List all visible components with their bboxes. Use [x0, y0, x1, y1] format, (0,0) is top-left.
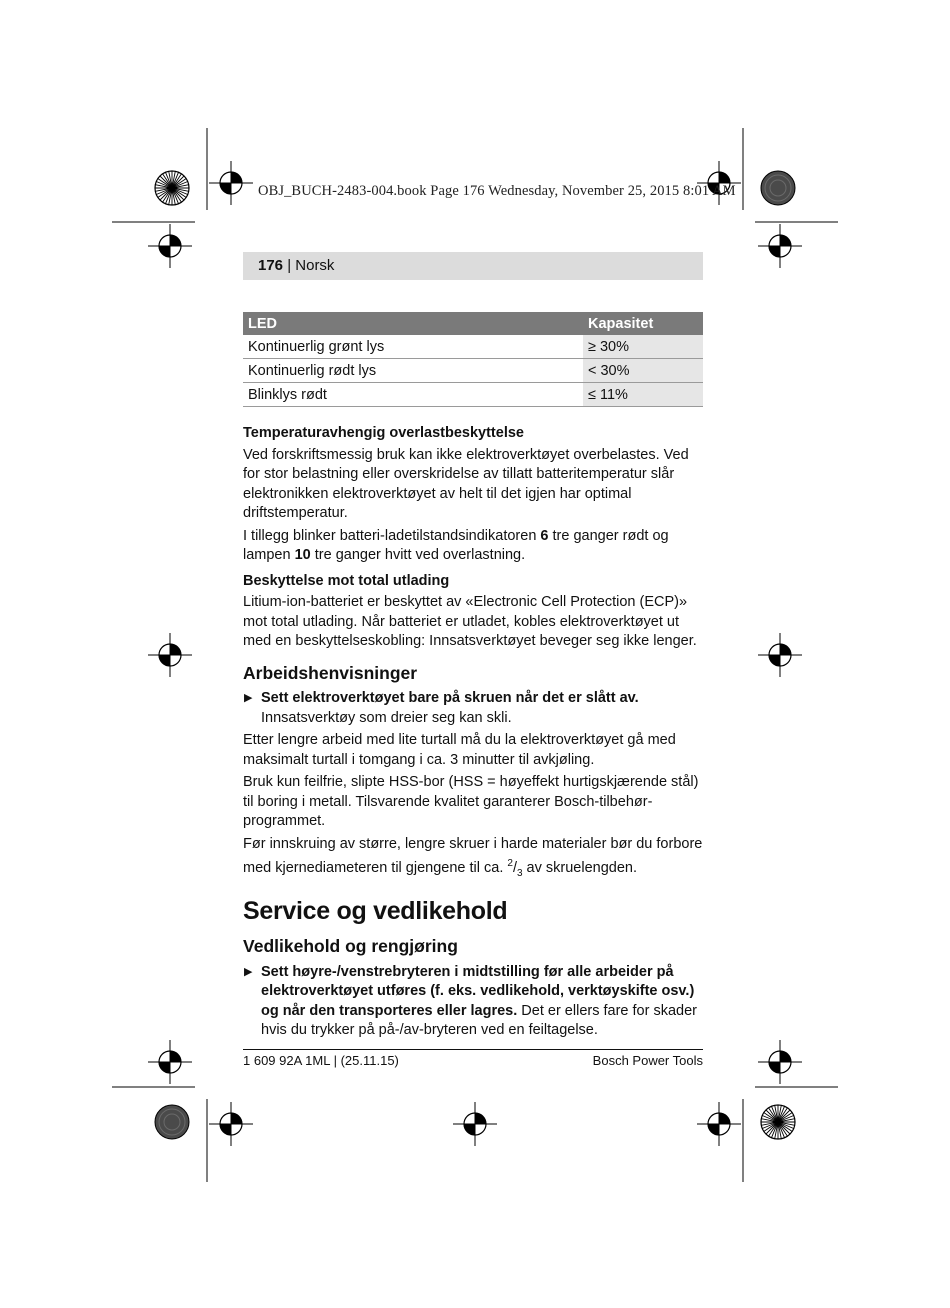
table-row [243, 359, 703, 383]
table-row [243, 335, 703, 359]
bullet-bold-text: Sett høyre-/venstrebryteren i midtstilling før alle arbeider på elektroverktøyet utføres (f. eks. vedlikehold, verktøyskifte osv.) og når den transporteres eller lagres. [261, 963, 695, 1019]
table-cell: ≥ 30% [583, 335, 703, 359]
footer-doc-id: 1 609 92A 1ML | (25.11.15) [243, 1053, 399, 1068]
overload-paragraph-2 [243, 527, 703, 566]
maintenance-bullet [243, 963, 703, 1041]
text-run: Før innskruing av større, lengre skruer i harde materialer bør du forbore med kjernediameteren til gjengene til ca. [243, 835, 703, 876]
discharge-heading: Beskyttelse mot total utlading [243, 572, 450, 589]
work-paragraph-3 [243, 835, 703, 884]
table-row [243, 383, 703, 407]
text-run: I tillegg blinker batteri-ladetilstandsindikatoren [243, 527, 541, 544]
fraction-numerator: 2 [507, 858, 513, 869]
work-bullet [243, 689, 703, 728]
page-number: 176 [258, 257, 284, 274]
work-paragraph-2: Bruk kun feilfrie, slipte HSS-bor (HSS = høyeffekt hurtigskjærende stål) til boring i metall. Tilsvarende kvalitet garanterer Bosch-tilbehør-programmet. [243, 774, 699, 829]
header-separator: | [283, 257, 296, 274]
maintenance-heading: Vedlikehold og rengjøring [243, 936, 458, 956]
page-header [243, 252, 703, 280]
discharge-paragraph: Litium-ion-batteriet er beskyttet av «Electronic Cell Protection (ECP)» mot total utlading. Når batteriet er utladet, kobles elektroverktøyet ut med en beskyttelseskobling: Innsatsverktøyet beveger seg ikke lenger. [243, 594, 697, 649]
text-run: tre ganger rødt og lampen [243, 527, 669, 563]
bullet-arrow-icon: ▶ [244, 965, 253, 978]
page-language: Norsk [295, 257, 335, 274]
column-header-led: LED [243, 312, 583, 335]
bullet-text: Innsatsverktøy som dreier seg kan skli. [261, 709, 512, 726]
table-cell: Blinklys rødt [243, 383, 583, 407]
fraction-slash: / [512, 860, 517, 876]
reference-number: 6 [540, 527, 549, 544]
table-cell: ≤ 11% [583, 383, 703, 407]
main-content [243, 418, 703, 1044]
service-heading: Service og vedlikehold [243, 896, 508, 925]
fraction-denominator: 3 [516, 868, 523, 879]
table-cell: Kontinuerlig grønt lys [243, 335, 583, 359]
bullet-text: Det er ellers fare for skader hvis du trykker på på-/av-bryteren ved en feiltagelse. [261, 1002, 697, 1038]
overload-heading: Temperaturavhengig overlastbeskyttelse [243, 425, 524, 441]
text-run: tre ganger hvitt ved overlastning. [310, 547, 526, 563]
work-heading: Arbeidshenvisninger [243, 662, 418, 683]
bullet-arrow-icon: ▶ [244, 692, 253, 704]
bullet-bold-text: Sett elektroverktøyet bare på skruen når det er slått av. [261, 690, 639, 706]
footer-brand: Bosch Power Tools [592, 1053, 703, 1068]
reference-number: 10 [294, 547, 311, 563]
overload-paragraph-1: Ved forskriftsmessig bruk kan ikke elektroverktøyet overbelastes. Ved for stor belastning eller overskridelse av tillatt batteritemperatur slår elektronikken elektroverktøyet av helt til det igjen har optimal driftstemperatur. [243, 446, 689, 521]
slug-line: OBJ_BUCH-2483-004.book Page 176 Wednesday, November 25, 2015 8:01 AM [258, 183, 736, 199]
work-paragraph-1: Etter lengre arbeid med lite turtall må du la elektroverktøyet gå med maksimalt turtall i tomgang i ca. 3 minutter til avkjøling. [243, 732, 676, 768]
text-run: av skruelengden. [522, 860, 637, 876]
table-cell: Kontinuerlig rødt lys [243, 359, 583, 383]
footer-rule [243, 1049, 703, 1050]
table-cell: < 30% [583, 359, 703, 383]
led-capacity-table [243, 312, 703, 407]
table-header-row [243, 312, 703, 335]
column-header-capacity: Kapasitet [583, 312, 703, 335]
